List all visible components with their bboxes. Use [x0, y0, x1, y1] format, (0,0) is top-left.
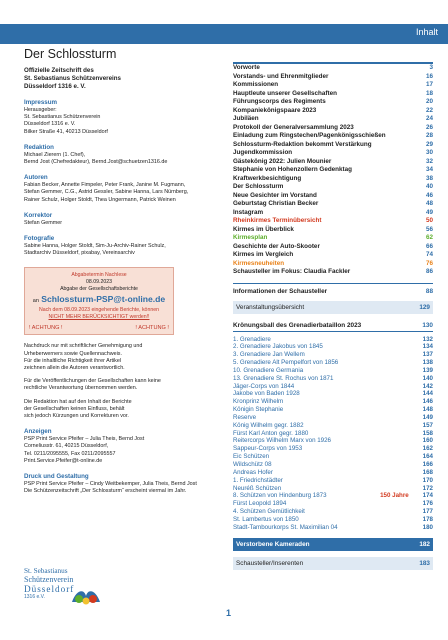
toc-page: 172 [422, 484, 433, 492]
body-copyright [24, 343, 216, 372]
text-line: zeichnen allein die Autoren verantwortlich. [24, 365, 125, 372]
logo-line: Düsseldorf [24, 584, 75, 594]
body-liability [24, 378, 216, 392]
toc-title: 5. Grenadiere Alt Pempelfort von 1856 [233, 359, 339, 367]
toc-page: 49 [425, 208, 433, 216]
text-line: St. Sebastianus Schützenverein [24, 114, 101, 121]
impressum-column [24, 45, 216, 495]
anniversary-badge: 150 Jahre [380, 492, 409, 500]
toc-page: 140 [422, 374, 433, 382]
toc-title: 3. Grenadiere Jan Wellem [233, 351, 305, 359]
toc-entry[interactable] [233, 485, 433, 493]
subtitle-line: Düsseldorf 1316 e. V. [24, 83, 86, 90]
toc-page: 129 [419, 303, 430, 311]
toc-entry[interactable] [233, 430, 433, 438]
toc-page: 86 [425, 268, 433, 275]
toc-page: 134 [422, 343, 433, 351]
toc-page: 168 [422, 468, 433, 476]
korrektor-text [24, 220, 216, 227]
text-line: Nachdruck nur mit schriftlicher Genehmigung und [24, 343, 143, 350]
body-editorial [24, 399, 216, 421]
text-line: Corneliusstr. 61, 40215 Düsseldorf, [24, 443, 109, 450]
toc-page: 144 [422, 390, 433, 398]
toc-title: Wildschütz 08 [233, 461, 272, 468]
toc-title: Stadt-Tambourkorps St. Maximilian 04 [233, 523, 338, 531]
toc-title: Protokoll der Generalversammlung 2023 [233, 123, 354, 131]
toc-page: 176 [422, 500, 433, 508]
toc-title: Kirmes im Vergleich [233, 251, 294, 258]
toc-title: Jäger-Corps von 1844 [233, 382, 295, 390]
toc-title: 4. Schützen Gemütlichkeit [233, 508, 305, 516]
toc-title: Krönungsball des Grenadierbataillon 2023 [233, 321, 362, 329]
toc-page: 170 [422, 476, 433, 484]
toc-title: Kraftwerkbesichtigung [233, 174, 302, 182]
toc-title: Der Schlossturm [233, 183, 284, 190]
toc-page: 17 [425, 81, 433, 88]
toc-entry[interactable] [233, 260, 433, 269]
toc-title: 1. Grenadiere [233, 335, 271, 343]
table-of-contents [233, 62, 433, 570]
toc-entry[interactable] [233, 217, 433, 226]
toc-title: Kompaniekönigspaare 2023 [233, 106, 317, 114]
toc-title: Reserve [233, 413, 257, 421]
toc-page: 88 [425, 287, 433, 295]
subtitle [24, 67, 216, 91]
toc-page: 74 [425, 251, 433, 258]
toc-page: 62 [425, 234, 433, 241]
toc-schausteller-inserenten[interactable] [233, 557, 433, 570]
toc-entry[interactable] [233, 508, 433, 516]
header-band [0, 24, 448, 44]
toc-page: 32 [425, 157, 433, 165]
toc-entry[interactable] [233, 107, 433, 116]
toc-entry[interactable] [233, 461, 433, 469]
toc-page: 164 [422, 453, 433, 461]
deadline-notice [24, 267, 174, 335]
toc-title: Jugendkommission [233, 149, 293, 156]
text-line: PSP Print Service Pfeifer – Cindy Weitbekemper, Julia Theis, Bernd Jost [24, 481, 197, 488]
fotografie-text [24, 243, 216, 257]
text-line: Stefan Gemmer, C.G., Astrid Gessler, Sabine Hanna, Lars Nürnberg, [24, 189, 189, 196]
toc-page: 40 [425, 183, 433, 190]
toc-entry[interactable] [233, 453, 433, 461]
toc-entry[interactable] [233, 516, 433, 524]
toc-entry[interactable] [233, 73, 433, 82]
toc-title: Instagram [233, 208, 264, 216]
toc-veranstaltung[interactable] [233, 301, 433, 314]
toc-page: 76 [425, 259, 433, 267]
toc-entry[interactable] [233, 98, 433, 107]
toc-page: 142 [422, 382, 433, 390]
toc-entry[interactable] [233, 234, 433, 243]
toc-title: Kronprinz Wilhelm [233, 398, 284, 406]
toc-entry[interactable] [233, 90, 433, 99]
toc-entry[interactable] [233, 383, 433, 391]
page-number: 1 [226, 608, 232, 618]
text-line: Michael Zierern (1. Chef), [24, 151, 86, 158]
subtitle-line: St. Sebastianus Schützenvereins [24, 75, 121, 82]
toc-title: Fürst Leopold 1894 [233, 500, 287, 508]
text-line: Print.Service.Pfeifer@t-online.de [24, 457, 103, 464]
toc-page: 137 [422, 351, 433, 359]
toc-page: 174 [422, 492, 433, 500]
toc-verstorbene[interactable] [233, 538, 433, 551]
toc-title: St. Lambertus von 1850 [233, 515, 299, 523]
toc-title: Vorstands- und Ehrenmitglieder [233, 72, 329, 80]
toc-title: 8. Schützen von Hindenburg 1873 [233, 492, 327, 500]
toc-title: Reitercorps Wilhelm Marx von 1926 [233, 437, 332, 445]
toc-entry[interactable] [233, 268, 433, 277]
toc-title: Fürst Karl Anton gegr. 1880 [233, 429, 309, 437]
toc-entry[interactable] [233, 406, 433, 414]
club-emblem-icon [68, 586, 104, 608]
toc-title: Vorworte [233, 64, 260, 71]
toc-page: 146 [422, 398, 433, 406]
toc-page: 177 [422, 508, 433, 516]
toc-title: Informationen der Schausteller [233, 287, 328, 295]
toc-page: 160 [422, 437, 433, 445]
redaktion-text [24, 152, 216, 166]
toc-entry[interactable] [233, 500, 433, 508]
text-line: sich jedoch Kürzungen und Korrekturen vor. [24, 413, 129, 420]
text-line: Herausgeber: [24, 107, 57, 113]
toc-entry[interactable] [233, 414, 433, 422]
toc-title: Neuréß Schützen [233, 484, 282, 492]
text-line: Die Redaktion hat auf den Inhalt der Berichte [24, 398, 132, 405]
toc-title: Schlossturm-Redaktion bekommt Verstärkung [233, 140, 372, 148]
toc-title: Stephanie von Hohenzollern Gedenktag [233, 166, 352, 173]
toc-title: Jubiläen [233, 115, 259, 122]
toc-page: 178 [422, 515, 433, 523]
toc-entry[interactable] [233, 175, 433, 184]
toc-page: 26 [425, 123, 433, 131]
toc-title: 2. Grenadiere Jakobus von 1845 [233, 343, 323, 351]
toc-entry[interactable] [233, 64, 433, 73]
text-line: der Gesellschaften keinen Einfluss, behält [24, 405, 125, 412]
toc-title: Schausteller im Fokus: Claudia Fackler [233, 268, 351, 275]
text-line: Bernd Jost (Chefredakteur), Bernd.Jost@schuetzen1316.de [24, 159, 168, 166]
toc-page: 20 [425, 98, 433, 105]
toc-title: Führungscorps des Regiments [233, 98, 326, 105]
korrektor-heading: Korrektor [24, 211, 53, 219]
autoren-text [24, 182, 216, 204]
toc-page: 30 [425, 149, 433, 156]
impressum-heading: Impressum [24, 99, 58, 106]
achtung-left: ! ACHTUNG ! [29, 325, 63, 332]
toc-entry[interactable] [233, 226, 433, 235]
toc-entry[interactable] [233, 524, 433, 532]
toc-page: 182 [419, 540, 430, 548]
toc-page: 183 [419, 559, 430, 567]
toc-title: König Wilhelm gegr. 1882 [233, 421, 304, 429]
anzeigen-heading: Anzeigen [24, 428, 52, 436]
autoren-heading: Autoren [24, 174, 48, 182]
toc-page: 3 [429, 64, 433, 71]
toc-companies-list [233, 336, 433, 532]
toc-title: 1. Friedrichstädter [233, 476, 283, 484]
druck-heading: Druck und Gestaltung [24, 473, 89, 481]
logo-line: 1316 e.V. [24, 594, 45, 600]
toc-entry[interactable] [233, 124, 433, 133]
toc-entry[interactable] [233, 375, 433, 383]
toc-title: Andreas Hofer [233, 468, 273, 476]
toc-page: 29 [425, 140, 433, 148]
toc-entry[interactable] [233, 359, 433, 367]
toc-entry[interactable] [233, 367, 433, 375]
toc-page: 28 [425, 132, 433, 139]
text-line: rechtliche Verantwortung übernommen werden. [24, 385, 138, 392]
toc-page: 158 [422, 429, 433, 437]
toc-entry[interactable] [233, 390, 433, 398]
toc-page: 166 [422, 461, 433, 468]
toc-entry[interactable] [233, 81, 433, 90]
toc-main-list [233, 62, 433, 277]
toc-entry[interactable] [233, 437, 433, 445]
toc-title: Kirmesplan [233, 234, 268, 241]
toc-title: Königin Stephanie [233, 406, 284, 414]
toc-title: Geburtstag Christian Becker [233, 200, 319, 207]
text-line: Rainer Schulz, Holger Stoldt, Thea Ungermann, Patrick Weinen [24, 196, 176, 203]
toc-title: Kommissionen [233, 81, 279, 88]
text-line: Tel. 0211/2095555, Fax 0211/2095557 [24, 450, 116, 457]
toc-page: 50 [425, 217, 433, 224]
page-title: Der Schlossturm [24, 47, 117, 61]
subtitle-line: Offizielle Zeitschrift des [24, 67, 94, 74]
notice-warning-strong: NICHT MEHR BERÜCKSICHTIGT werden!! [48, 314, 150, 321]
toc-page: 148 [422, 406, 433, 414]
toc-page: 139 [422, 366, 433, 374]
notice-email-link[interactable]: Schlossturm-PSP@t-online.de [41, 294, 166, 305]
toc-title: Kirmes im Überblick [233, 225, 294, 233]
toc-entry[interactable] [233, 183, 433, 192]
toc-entry[interactable] [233, 243, 433, 252]
anzeigen-text [24, 436, 216, 465]
toc-entry[interactable] [233, 115, 433, 124]
toc-page: 16 [425, 72, 433, 80]
text-line: PSP Print Service Pfeifer – Julia Theis, Bernd Jost [24, 436, 145, 443]
toc-entry[interactable] [233, 149, 433, 158]
toc-entry[interactable] [233, 445, 433, 453]
toc-entry[interactable] [233, 158, 433, 167]
toc-title: Verstorbene Kameraden [236, 540, 310, 548]
toc-title: 10. Grenadiere Germania [233, 366, 304, 374]
toc-page: 130 [422, 321, 433, 329]
toc-entry[interactable] [233, 477, 433, 485]
toc-entry[interactable] [233, 251, 433, 260]
toc-page: 66 [425, 242, 433, 250]
divider [233, 283, 433, 284]
section-label: Inhalt [415, 27, 438, 37]
toc-page: 157 [422, 421, 433, 429]
toc-entry[interactable] [233, 209, 433, 218]
toc-entry[interactable] [233, 343, 433, 351]
text-line: Die Schützenzeitschrift „Der Schlossturm“ erscheint viermal im Jahr. [24, 488, 187, 495]
toc-page: 24 [425, 115, 433, 122]
text-line: Düsseldorf 1316 e. V. [24, 121, 76, 128]
toc-kroenungsball[interactable] [233, 322, 433, 329]
toc-title: Jakobe von Baden 1928 [233, 390, 300, 398]
toc-title: Einladung zum Ringstechen/Pagenkönigsschießen [233, 132, 386, 139]
achtung-right: ! ACHTUNG ! [135, 325, 169, 332]
toc-title: Rheinkirmes Terminübersicht [233, 217, 322, 224]
divider [233, 331, 433, 332]
text-line: Für die Veröffentlichungen der Gesellschaften kann keine [24, 378, 161, 385]
toc-page: 56 [425, 225, 433, 233]
toc-title: 13. Grenadiere St. Rochus von 1871 [233, 374, 334, 382]
toc-entry[interactable] [233, 192, 433, 201]
toc-page: 18 [425, 89, 433, 97]
toc-title: Neue Gesichter im Vorstand [233, 191, 317, 199]
druck-text [24, 481, 216, 495]
logo-line: Schützenverein [24, 575, 74, 584]
toc-page: 48 [425, 200, 433, 207]
toc-entry[interactable] [233, 200, 433, 209]
notice-date: 08.09.2023 [86, 279, 112, 286]
toc-page: 138 [422, 359, 433, 367]
toc-page: 132 [422, 335, 433, 343]
text-line: Stadtarchiv Düsseldorf, pixabay, Vereinsarchiv [24, 250, 135, 257]
toc-title: Gästekönig 2022: Julien Mounier [233, 157, 332, 165]
impressum-text [24, 107, 216, 136]
redaktion-heading: Redaktion [24, 143, 54, 151]
toc-page: 46 [425, 191, 433, 199]
toc-entry[interactable] [233, 141, 433, 150]
toc-entry[interactable] [233, 398, 433, 406]
toc-title: Geschichte der Auto-Skooter [233, 242, 320, 250]
fotografie-heading: Fotografie [24, 235, 55, 243]
notice-line: Abgabe der Gesellschaftsberichte [60, 286, 138, 293]
text-line: Für die inhaltliche Richtigkeit ihrer Artikel [24, 357, 122, 364]
toc-page: 180 [422, 523, 433, 531]
toc-title: Sappeur-Corps von 1953 [233, 445, 303, 453]
text-line: Bilker Straße 41, 40213 Düsseldorf [24, 128, 108, 135]
toc-entry[interactable] [233, 351, 433, 359]
toc-page: 162 [422, 445, 433, 453]
toc-page: 34 [425, 166, 433, 173]
notice-line: Abgabetermin Nachlese [71, 272, 127, 279]
notice-an: an [32, 298, 39, 305]
toc-title: Kirmesneuheiten [233, 259, 285, 267]
toc-title: Veranstaltungsübersicht [236, 303, 305, 311]
toc-title: Schausteller/Inserenten [236, 559, 304, 567]
toc-title: Hauptleute unserer Gesellschaften [233, 89, 337, 97]
toc-page: 38 [425, 174, 433, 182]
notice-warning: Nach dem 08.09.2023 eingehende Berichte, können [39, 307, 159, 314]
toc-entry[interactable] [233, 132, 433, 141]
toc-page: 149 [422, 413, 433, 421]
text-line: Sabine Hanna, Holger Stoldt, Sim-Ju-Archiv-Rainer Schulz, [24, 243, 166, 250]
text-line: Urheberwerners sowie Quellennachweis. [24, 350, 122, 357]
toc-entry[interactable] [233, 422, 433, 430]
logo-line: St. Sebastianus [24, 567, 68, 575]
toc-entry[interactable] [233, 336, 433, 344]
text-line: Stefan Gemmer [24, 219, 63, 226]
toc-entry[interactable] [233, 469, 433, 477]
toc-title: Eic Schützen [233, 453, 270, 461]
toc-entry[interactable] [233, 492, 433, 500]
toc-info-schausteller[interactable] [233, 288, 433, 295]
toc-entry[interactable] [233, 166, 433, 175]
text-line: Fabian Becker, Annette Fimpeler, Peter Frank, Janine M. Fugmann, [24, 182, 186, 189]
toc-page: 22 [425, 106, 433, 114]
